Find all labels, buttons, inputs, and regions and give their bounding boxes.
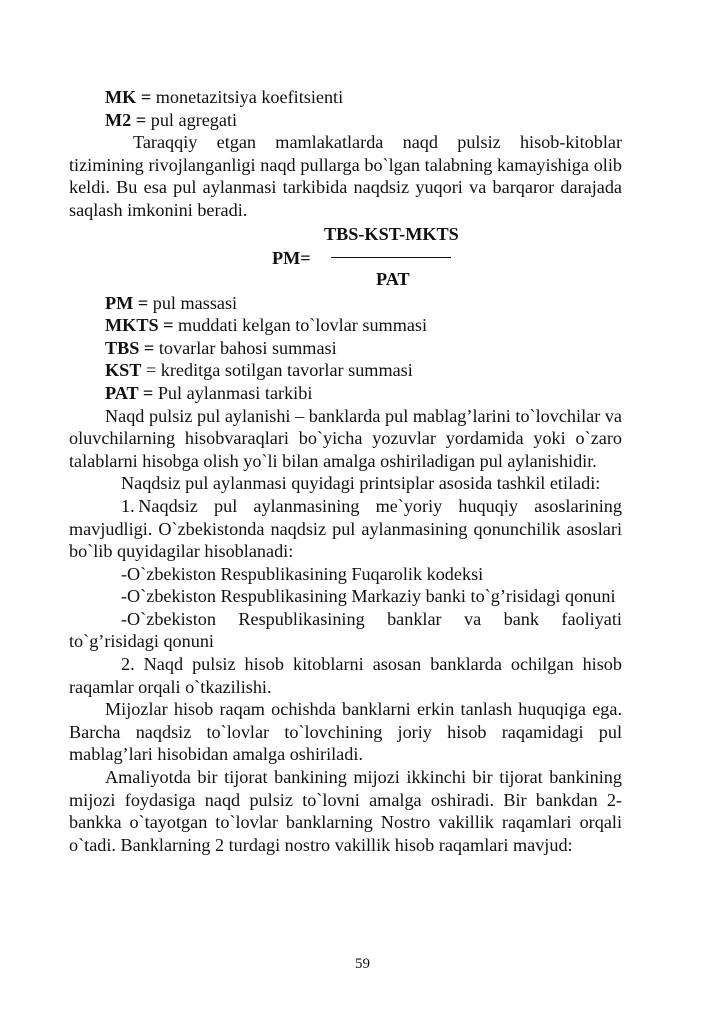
paragraph-principle-1: 1. Naqdsiz pul aylanmasining me`yoriy huquqiy asoslarining mavjudligi. O`zbekistonda naqdsiz pul aylanmasining qonunchilik asoslari bo`lib quyidagilar hisoblanadi: [69,495,622,562]
paragraph-principles-intro: Naqdsiz pul aylanmasi quyidagi printsiplar asosida tashkil etiladi: [121,473,601,494]
definition-text: pul agregati [146,109,238,130]
term-tbs: TBS = [105,337,155,358]
definition-mk [69,86,622,109]
definition-text: Pul aylanmasi tarkibi [153,382,313,403]
list-item-central-bank-law: -O`zbekiston Respublikasining Markaziy banki to`g’risidagi qonuni [121,586,616,607]
definition-mkts [69,314,622,337]
definition-m2 [69,109,622,132]
paragraph-definition: Naqd pulsiz pul aylanishi – banklarda pul mablag’larini to`lovchilar va oluvchilarning hisobvaraqlari bo`yicha yozuvlar yordamida yoki o`zaro talablarni hisobga olish yo`li bilan amalga oshiriladigan pul aylanishidir. [69,405,622,471]
paragraph-clients: Mijozlar hisob raqam ochishda banklarni erkin tanlash huquqiga ega. Barcha naqdsiz to`lovlar to`lovchining joriy hisob raqamidagi pul mablag’lari hisobidan amalga oshiriladi. [69,699,622,765]
term-m2: M2 = [105,109,147,130]
definition-pat [69,382,622,405]
definition-text: tovarlar bahosi summasi [154,337,337,358]
paragraph-practice: Amaliyotda bir tijorat bankining mijozi ikkinchi bir tijorat bankining mijozi foydasiga naqd pulsiz to`lovni amalga oshiradi. Bir bankdan 2-bankka o`tayotgan to`lovlar banklarning Nostro vakillik raqamlari orqali o`tadi. Banklarning 2 turdagi nostro vakillik hisob raqamlari mavjud: [69,767,622,855]
list-item-civil-code: -O`zbekiston Respublikasining Fuqarolik kodeksi [121,563,484,584]
definition-text: = kreditga sotilgan tavorlar summasi [141,360,413,381]
page-number: 59 [355,956,370,972]
paragraph-principle-2: 2. Naqd pulsiz hisob kitoblarni asosan banklarda ochilgan hisob raqamlar orqali o`tkazilishi. [69,654,622,697]
definition-pm [69,292,622,315]
page-body [69,86,622,856]
term-pat: PAT = [105,382,154,403]
term-mk: MK = [105,87,152,107]
term-kst: KST [105,360,142,381]
definition-text: muddati kelgan to`lovlar summasi [173,315,428,336]
definition-tbs [69,337,622,360]
pm-formula [69,222,622,292]
definition-kst [69,359,622,382]
fraction-bar [331,257,451,258]
term-pm: PM = [105,292,149,313]
intro-paragraph: Taraqqiy etgan mamlakatlarda naqd pulsiz hisob-kitoblar tizimining rivojlanganligi naqd pullarga bo`lgan talabning kamayishiga olib keldi. Bu esa pul aylanmasi tarkibida naqdsiz yuqori va barqaror darajada saqlash imkonini beradi. [69,132,622,220]
formula-denominator: PAT [376,268,410,289]
formula-lhs: PM= [272,247,311,268]
list-item-banks-law: -O`zbekiston Respublikasining banklar va bank faoliyati to`g’risidagi qonuni [69,608,622,652]
formula-numerator: TBS-KST-MKTS [324,223,459,244]
term-mkts: MKTS = [105,315,174,336]
definition-text: pul massasi [148,292,238,313]
definition-text: monetazitsiya koefitsienti [151,87,344,107]
